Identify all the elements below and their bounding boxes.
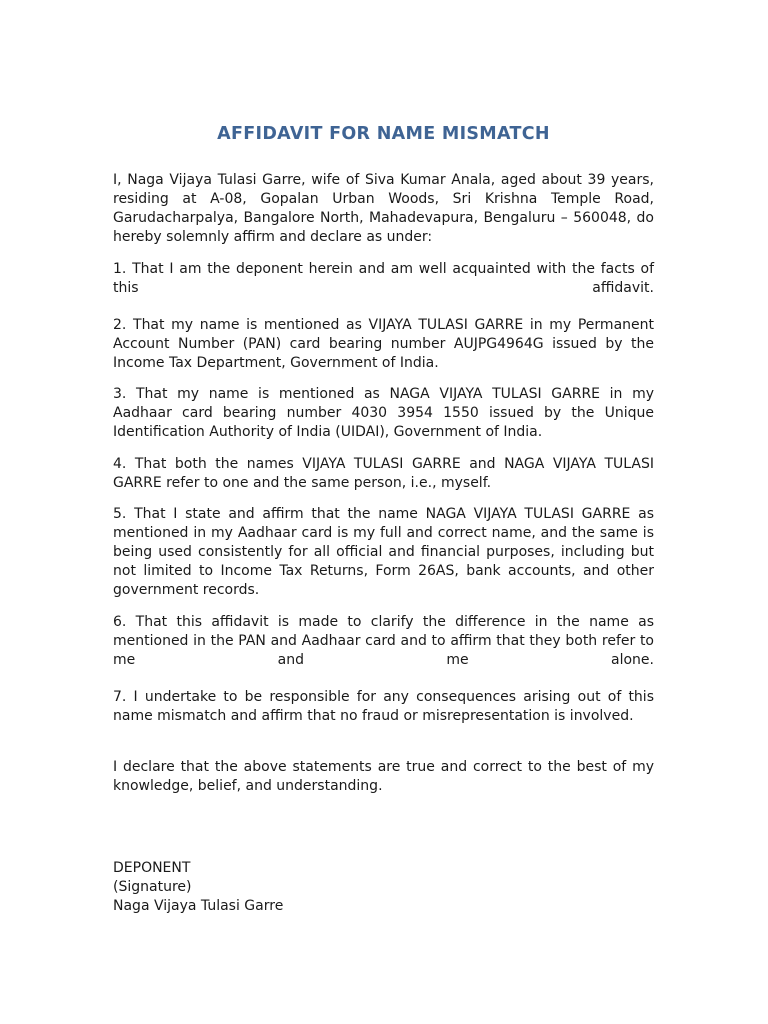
declaration-paragraph: I declare that the above statements are true and correct to the best of my knowledge, belief, and understanding. <box>113 758 654 794</box>
signature-block <box>113 859 654 916</box>
deponent-name: Naga Vijaya Tulasi Garre <box>113 897 284 914</box>
document-title: AFFIDAVIT FOR NAME MISMATCH <box>217 124 550 144</box>
clause-1: 1. That I am the deponent herein and am well acquainted with the facts of this affidavit. <box>113 260 654 296</box>
document-body <box>113 122 654 916</box>
clause-3: 3. That my name is mentioned as NAGA VIJAYA TULASI GARRE in my Aadhaar card bearing number 4030 3954 1550 issued by the Unique Identification Authority of India (UIDAI), Government of India. <box>113 386 654 440</box>
clause-5: 5. That I state and affirm that the name NAGA VIJAYA TULASI GARRE as mentioned in my Aadhaar card is my full and correct name, and the same is being used consistently for all official and financial purposes, including but not limited to Income Tax Returns, Form 26AS, bank accounts, and other government records. <box>113 506 654 598</box>
clause-6: 6. That this affidavit is made to clarify the difference in the name as mentioned in the PAN and Aadhaar card and to affirm that they both refer to me and me alone. <box>113 613 654 668</box>
clause-4: 4. That both the names VIJAYA TULASI GARRE and NAGA VIJAYA TULASI GARRE refer to one and the same person, i.e., myself. <box>113 455 654 491</box>
intro-paragraph: I, Naga Vijaya Tulasi Garre, wife of Siva Kumar Anala, aged about 39 years, residing at A-08, Gopalan Urban Woods, Sri Krishna Temple Road, Garudacharpalya, Bangalore North, Mahadevapura, Bengaluru – 560048, do hereby solemnly affirm and declare as under: <box>113 172 654 245</box>
signature-note: (Signature) <box>113 878 192 895</box>
deponent-label: DEPONENT <box>113 859 191 876</box>
clause-7: 7. I undertake to be responsible for any consequences arising out of this name mismatch and affirm that no fraud or misrepresentation is involved. <box>113 688 654 724</box>
clause-2: 2. That my name is mentioned as VIJAYA TULASI GARRE in my Permanent Account Number (PAN) card bearing number AUJPG4964G issued by the Income Tax Department, Government of India. <box>113 316 654 371</box>
